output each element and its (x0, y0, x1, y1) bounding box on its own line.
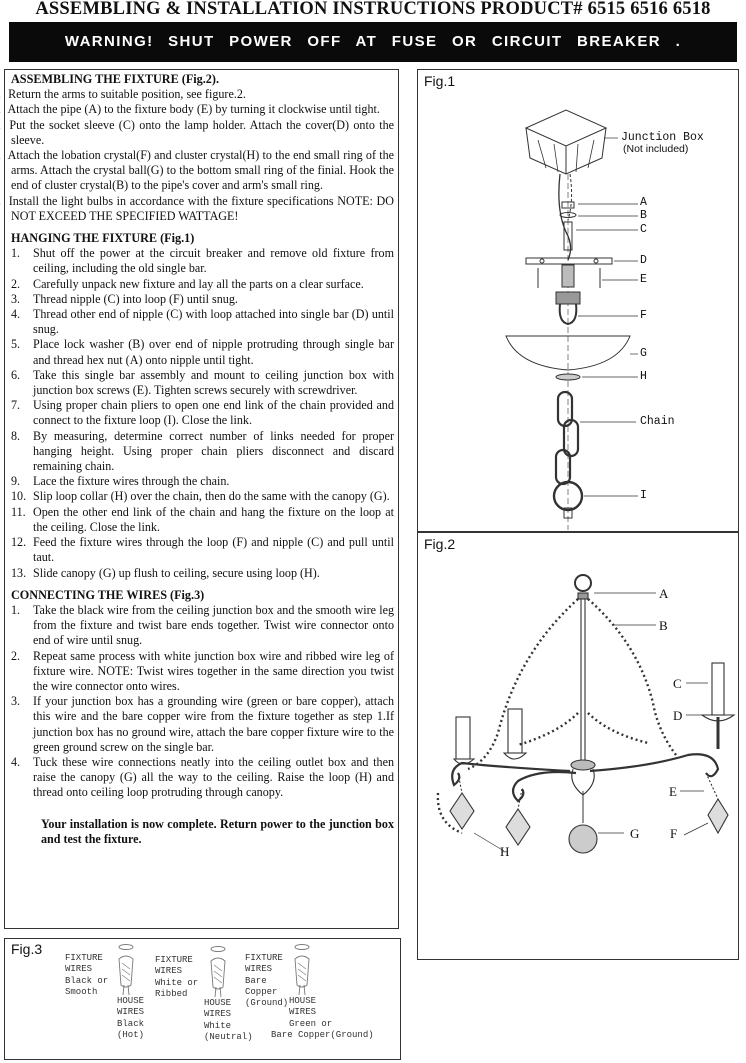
figure-1 (417, 69, 739, 532)
fig3-house-ground: HOUSE WIRES Green or (289, 996, 333, 1029)
step-text: Feed the fixture wires through the loop (F) and nipple (C) and pull until taut. (33, 535, 394, 565)
list-item (11, 649, 394, 695)
part-label-e: E (640, 273, 647, 286)
fig3-house-ground-extra: Bare Copper(Ground) (271, 1030, 374, 1040)
crystal-ball-icon (569, 825, 597, 853)
step-text: Take this single bar assembly and mount to ceiling junction box with junction box screws (E). Tighten screws securely with screwdriver. (33, 367, 394, 398)
step-text: Tuck these wire connections neatly into the ceiling outlet box and then raise the canopy (G) all the way to the ceiling. Raise the loop (H) and thread onto ceiling loop protruding through canopy. (33, 754, 394, 800)
figure-3 (4, 938, 401, 1060)
step-number: 3. (11, 291, 21, 306)
list-item: Return the arms to suitable position, see figure.2. (8, 87, 246, 102)
wire-connector-icon (119, 945, 133, 996)
chandelier-icon (575, 575, 591, 591)
list-item (11, 246, 394, 276)
list-item (11, 535, 394, 565)
list-item (11, 337, 394, 367)
junction-box-label: Junction Box (621, 131, 704, 144)
list-item (11, 489, 394, 504)
fig3-house-black: HOUSE WIRES Black (Hot) (117, 996, 145, 1040)
list-item: Put the socket sleeve (C) onto the lamp holder. Attach the cover(D) onto the sleeve. (9, 117, 394, 147)
step-text: If your junction box has a grounding wire (green or bare copper), attach this wire and the bare copper wire from the fixture together as step 1.If junction box has no ground wire, attach the bare copper fixture wire to the green ground screw on the single bar. (33, 694, 394, 754)
fig3-fixture-black: FIXTURE WIRES Black or Smooth (65, 953, 109, 997)
list-item: Install the light bulbs in accordance with the fixture specifications NOTE: DO NOT EXCEED THE SPECIFIED WATTAGE! (8, 193, 394, 223)
list-item (11, 474, 394, 489)
part-label-h: H (640, 370, 647, 383)
step-text: Slip loop collar (H) over the chain, then do the same with the canopy (G). (33, 489, 390, 504)
list-item (11, 368, 394, 398)
step-number: 3. (11, 694, 21, 709)
list-item (11, 755, 394, 801)
fig2-label-a: A (659, 586, 669, 601)
page-title: ASSEMBLING & INSTALLATION INSTRUCTIONS PRODUCT# 6515 6516 6518 (35, 0, 711, 19)
wire-connector-icon (295, 945, 309, 996)
list-item: Attach the pipe (A) to the fixture body (E) by turning it clockwise until tight. (7, 102, 380, 117)
fig2-label-d: D (673, 708, 683, 723)
part-label-b: B (640, 209, 647, 222)
step-text: Place lock washer (B) over end of nipple protruding through single bar and thread hex nut (A) onto nipple until tight. (33, 337, 394, 367)
list-item (11, 429, 394, 475)
step-text: Open the other end link of the chain and hang the fixture on the loop at the ceiling. Close the link. (33, 504, 394, 534)
assembling-heading: ASSEMBLING THE FIXTURE (Fig.2). (11, 72, 220, 86)
part-label-chain: Chain (640, 415, 675, 428)
step-number: 2. (11, 276, 21, 291)
list-item: Attach the lobation crystal(F) and cluster crystal(H) to the end small ring of the arms. Attach the crystal ball(G) to the bottom small ring of the finial. Hook the end of cluster crystal(B) to the pipe's cover and arm's small ring. (7, 148, 395, 193)
list-item (11, 505, 394, 535)
fixture-loop-icon (554, 482, 582, 510)
step-text: By measuring, determine correct number of links needed for proper hanging height. Using proper chain pliers disconnect and discard remaining chain. (33, 428, 394, 474)
step-text: Take the black wire from the ceiling junction box and the smooth wire leg from the fixture and twist bare ends together. Twist wire connector onto end of wire until snug. (33, 602, 394, 648)
warning-banner: WARNING! SHUT POWER OFF AT FUSE OR CIRCUIT BREAKER . (9, 22, 737, 62)
list-item (11, 307, 394, 337)
part-label-i: I (640, 489, 647, 502)
fig2-label-c: C (673, 676, 682, 691)
step-number: 4. (11, 754, 21, 769)
hanging-heading: HANGING THE FIXTURE (Fig.1) (11, 231, 195, 246)
step-number: 11. (11, 504, 26, 519)
part-label-f: F (640, 309, 647, 322)
fig3-fixture-white: FIXTURE WIRES White or Ribbed (155, 955, 199, 999)
fig2-label-b: B (659, 618, 668, 633)
step-number: 13. (11, 565, 27, 580)
step-number: 1. (11, 602, 21, 617)
instructions-panel (4, 69, 399, 929)
step-number: 1. (11, 246, 21, 261)
not-included-label: (Not included) (623, 143, 689, 155)
list-item (11, 694, 394, 755)
fig3-house-white: HOUSE WIRES White (Neutral) (204, 998, 253, 1042)
fig2-diagram (418, 533, 738, 959)
step-number: 5. (11, 337, 21, 352)
fig2-label-g: G (630, 826, 640, 841)
step-text: Slide canopy (G) up flush to ceiling, secure using loop (H). (33, 565, 320, 580)
list-item (11, 566, 394, 581)
step-text: Shut off the power at the circuit breaker and remove old fixture from ceiling, including the old single bar. (33, 246, 394, 276)
step-text: Thread other end of nipple (C) with loop attached into single bar (D) until snug. (33, 307, 394, 337)
step-number: 10. (11, 489, 27, 504)
step-number: 8. (11, 428, 21, 443)
step-text: Using proper chain pliers to open one end link of the chain provided and connect to the fixture loop (I). Close the link. (33, 398, 394, 428)
fig1-label: Fig.1 (424, 73, 456, 89)
figure-2 (417, 532, 739, 960)
step-number: 6. (11, 367, 21, 382)
step-text: Carefully unpack new fixture and lay all the parts on a clear surface. (33, 276, 364, 291)
hanging-steps (11, 246, 394, 580)
fig3-fixture-ground: FIXTURE WIRES Bare Copper (Ground) (245, 953, 289, 1009)
step-text: Repeat same process with white junction box wire and ribbed wire leg of fixture wire. NOTE: Twist wires together in the same direction you twist the wire connector onto wires. (33, 648, 394, 693)
step-number: 7. (11, 398, 21, 413)
list-item (11, 603, 394, 649)
step-number: 4. (11, 307, 21, 322)
fig2-label-h: H (500, 844, 510, 859)
part-label-d: D (640, 254, 647, 267)
step-number: 12. (11, 535, 27, 550)
fig3-label: Fig.3 (11, 941, 43, 957)
completion-note: Your installation is now complete. Return power to the junction box and test the fixture. (41, 816, 394, 846)
part-label-c: C (640, 223, 647, 236)
part-label-a: A (640, 196, 647, 209)
part-label-g: G (640, 347, 647, 360)
fig2-label: Fig.2 (424, 536, 456, 552)
assembling-steps (7, 87, 395, 224)
step-text: Lace the fixture wires through the chain. (33, 474, 230, 489)
list-item (11, 292, 394, 307)
step-number: 2. (11, 648, 21, 663)
wires-steps (11, 603, 394, 801)
wire-connector-icon (211, 947, 225, 998)
step-text: Thread nipple (C) into loop (F) until snug. (33, 291, 238, 306)
list-item (11, 277, 394, 292)
fig2-label-e: E (669, 784, 677, 799)
list-item (11, 398, 394, 428)
wires-heading: CONNECTING THE WIRES (Fig.3) (11, 587, 205, 602)
fig2-label-f: F (670, 826, 678, 841)
step-number: 9. (11, 474, 21, 489)
